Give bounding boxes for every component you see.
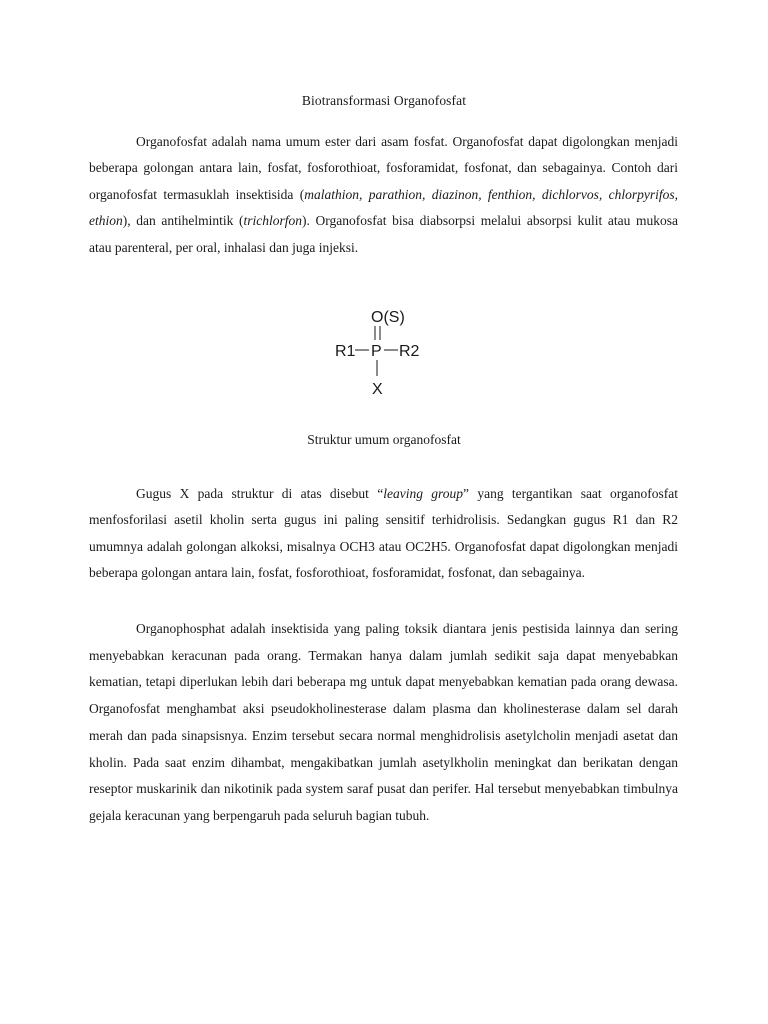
oxygen-sulfur-label: O(S): [371, 309, 405, 326]
organophosphate-structure-diagram: [320, 300, 450, 400]
paragraph-intro-text-2: ), dan antihelmintik (: [122, 213, 244, 229]
paragraph-toxicity-text: Organophosphat adalah insektisida yang paling toksik diantara jenis pestisida lainnya dan sering menyebabkan keracunan pada orang. Termakan hanya dalam jumlah sedikit saja dapat menyebabkan kematian, tetapi diperlukan lebih dari beberapa mg untuk dapat menyebabkan kematian pada orang dewasa. Organofosfat menghambat aksi pseudokholinesterase dalam plasma dan kholinesterase dalam sel darah merah dan pada sinapsisnya. Enzim tersebut secara normal menghidrolisis asetylcholin menjadi asetat dan kholin. Pada saat enzim dihambat, mengakibatkan jumlah asetylkholin meningkat dan berikatan dengan reseptor muskarinik dan nikotinik pada system saraf pusat dan perifer. Hal tersebut menyebabkan timbulnya gejala keracunan yang berpengaruh pada seluruh bagian tubuh.: [89, 621, 678, 823]
paragraph-leaving-group: [89, 481, 678, 587]
paragraph-leaving-group-text-1: Gugus X pada struktur di atas disebut “: [136, 486, 384, 501]
paragraph-intro: [89, 129, 678, 261]
insecticide-examples: malathion, parathion, diazinon, fenthion, dichlorvos, chlorpyrifos, ethion: [89, 186, 678, 229]
r1-label: R1: [335, 343, 356, 360]
phosphorus-label: P: [371, 343, 382, 360]
r2-label: R2: [399, 343, 420, 360]
paragraph-intro-text-1: Organofosfat adalah nama umum ester dari asam fosfat. Organofosfat dapat digolongkan menjadi beberapa golongan antara lain, fosfat, fosforothioat, fosforamidat, fosfonat, dan sebagainya. Contoh dari organofosfat termasuklah insektisida (: [89, 134, 678, 202]
leaving-group-term: leaving group: [383, 486, 464, 501]
anthelmintic-example: trichlorfon: [243, 213, 303, 229]
paragraph-intro-text-3: ). Organofosfat bisa diabsorpsi melalui absorpsi kulit atau mukosa atau parenteral, per oral, inhalasi dan juga injeksi.: [89, 213, 678, 255]
structure-caption: Struktur umum organofosfat: [307, 432, 461, 447]
document-title: Biotransformasi Organofosfat: [301, 93, 467, 108]
paragraph-toxicity: [89, 616, 678, 830]
x-label: X: [372, 381, 383, 398]
paragraph-leaving-group-text-2: ” yang tergantikan saat organofosfat menfosforilasi asetil kholin serta gugus ini paling sensitif terhidrolisis. Sedangkan gugus R1 dan R2 umumnya adalah golongan alkoksi, misalnya OCH3 atau OC2H5. Organofosfat dapat digolongkan menjadi beberapa golongan antara lain, fosfat, fosforothioat, fosforamidat, fosfonat, dan sebagainya.: [89, 486, 678, 581]
